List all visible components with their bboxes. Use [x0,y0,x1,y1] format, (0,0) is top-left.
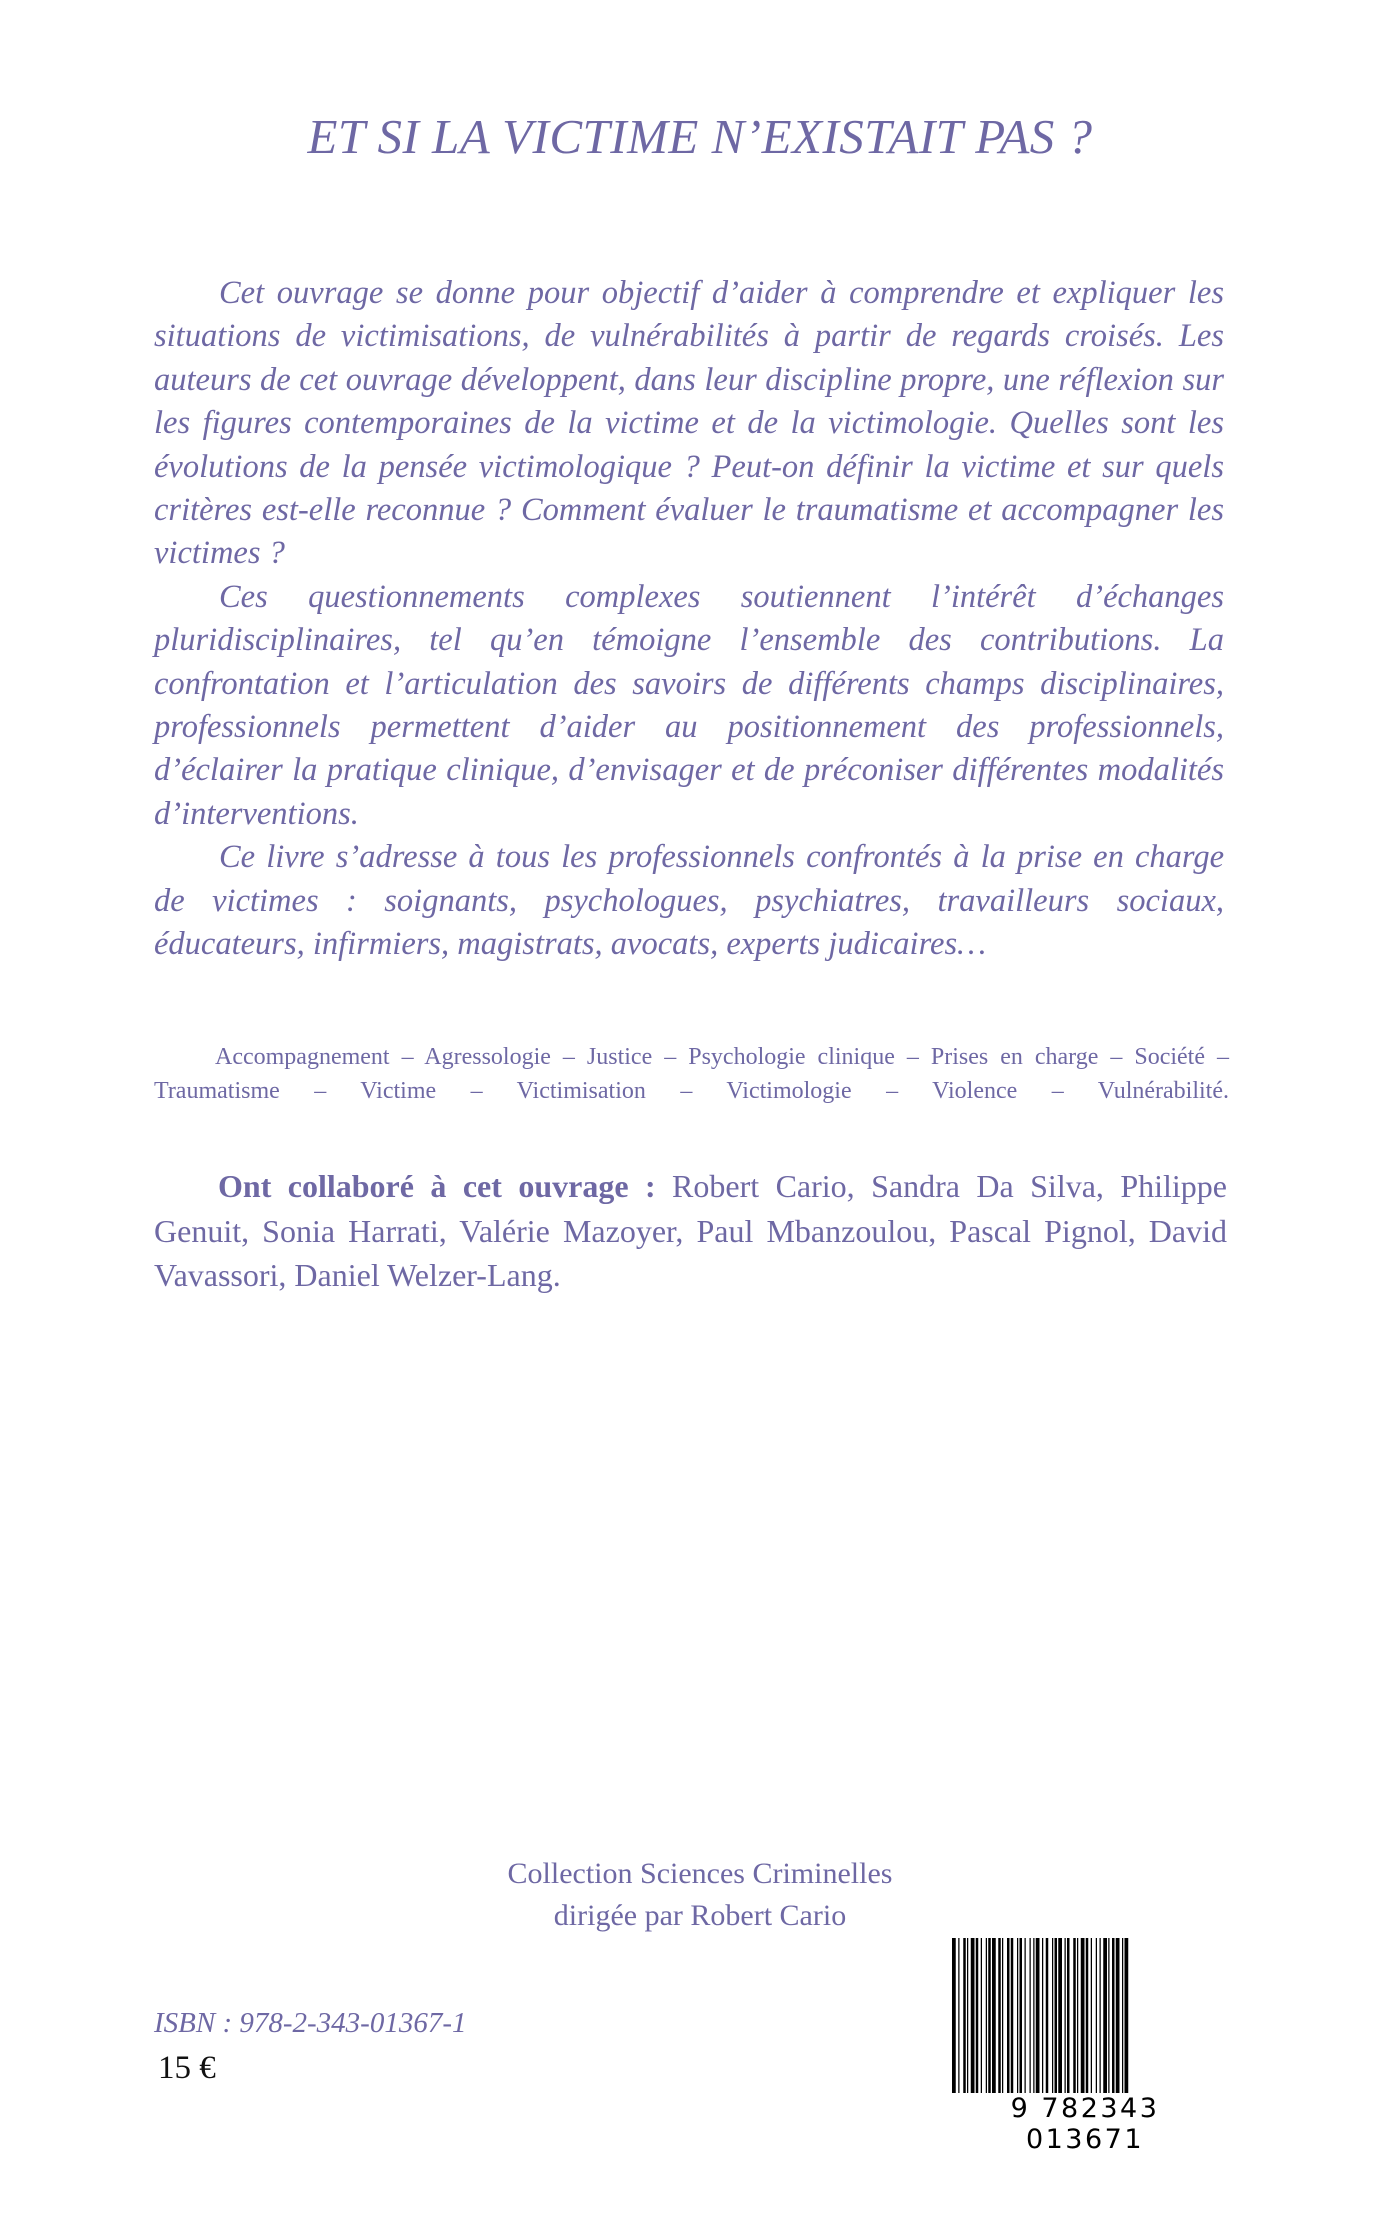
barcode-digits: 9 782343 013671 [1010,2093,1160,2155]
collection-director: dirigée par Robert Cario [553,1899,847,1932]
collection-name: Collection Sciences Criminelles [507,1857,893,1890]
blurb-paragraph: Cet ouvrage se donne pour objectif d’aider à comprendre et expliquer les situations de victimisations, de vulnérabilités à partir de regards croisés. Les auteurs de cet ouvrage développent, dans leur discipline propre, une réflexion sur les figures contemporaines de la victime et de la victimologie. Quelles sont les évolutions de la pensée victimologique ? Peut-on définir la victime et sur quels critères est-elle reconnue ? Comment évaluer le traumatisme et accompagner les victimes ? [154,275,1224,572]
isbn-number: ISBN : 978-2-343-01367-1 [154,2007,467,2039]
collection-info [0,1853,1400,1937]
barcode-icon [950,1938,1220,2093]
blurb-paragraph: Ces questionnements complexes soutiennent l’intérêt d’échanges pluridisciplinaires, tel qu’en témoigne l’ensemble des contributions. La confrontation et l’articulation des savoirs de différents champs disciplinaires, professionnels permettent d’aider au positionnement des professionnels, d’éclairer la pratique clinique, d’envisager et de préconiser différentes modalités d’interventions. [154,578,1224,832]
contributors-block [154,1164,1227,1298]
contributors-names: Robert Cario, Sandra Da Silva, Philippe Genuit, Sonia Harrati, Valérie Mazoyer, Paul Mbanzoulou, Pascal Pignol, David Vavassori, Daniel Welzer-Lang. [154,1168,1228,1293]
price-label: 15 € [158,2050,216,2086]
contributors-label: Ont collaboré à cet ouvrage : [218,1168,656,1204]
keywords-list: Accompagnement – Agressologie – Justice – Psychologie clinique – Prises en charge – Société – Traumatisme – Victime – Victimisation – Victimologie – Violence – Vulnérabilité. [154,1044,1229,1104]
back-cover-blurb [154,272,1224,967]
book-title: ET SI LA VICTIME N’EXISTAIT PAS ? [307,109,1093,164]
blurb-paragraph: Ce livre s’adresse à tous les professionnels confrontés à la prise en charge de victimes : soignants, psychologues, psychiatres, travailleurs sociaux, éducateurs, infirmiers, magistrats, avocats, experts judicaires… [154,839,1224,963]
